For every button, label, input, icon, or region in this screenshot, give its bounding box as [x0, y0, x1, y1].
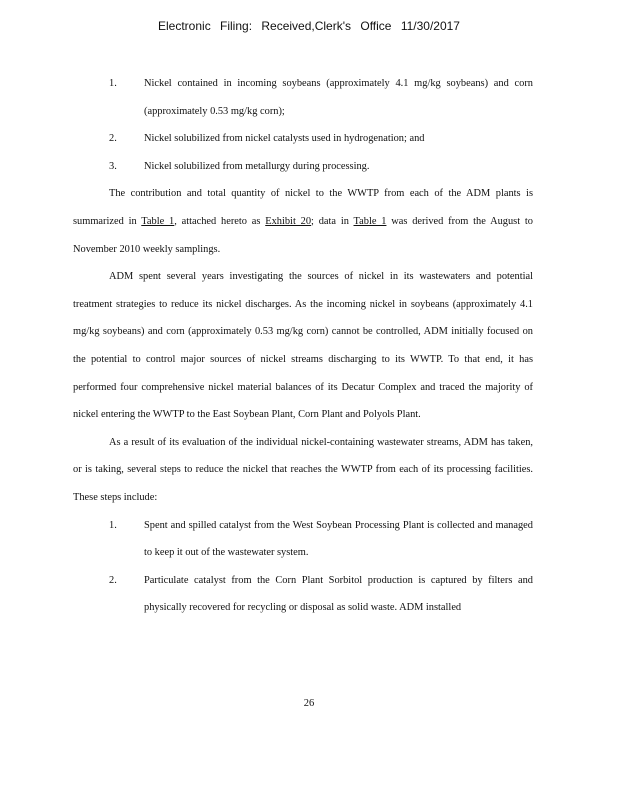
paragraph-investigation: ADM spent several years investigating the sources of nickel in its wastewaters and potential treatment strategies to reduce its nickel discharges. As the incoming nickel in soybeans (approximately 4.1 mg/kg soybeans) and corn (approximately 0.53 mg/kg corn) cannot be controlled, ADM initially focused on the potential to control major sources of nickel streams discharging to its WWTP. To that end, it has performed four comprehensive nickel material balances of its Decatur Complex and traced the majority of nickel entering the WWTP to the East Soybean Plant, Corn Plant and Polyols Plant.: [73, 271, 533, 421]
list-number: 1.: [109, 78, 117, 89]
list-item: [73, 70, 533, 125]
table-1-reference: Table 1: [141, 215, 175, 227]
document-body: [73, 70, 533, 622]
paragraph-contribution: [73, 180, 533, 263]
filing-header: Electronic Filing: Received,Clerk's Office 11/30/2017: [158, 19, 460, 33]
list-number: 2.: [109, 133, 117, 145]
list-text: Particulate catalyst from the Corn Plant Sorbitol production is captured by filters and physically recovered for recycling or disposal as solid waste. ADM installed: [144, 574, 533, 614]
list-item: [73, 153, 533, 181]
table-1-reference: Table 1: [353, 215, 387, 227]
list-number: 2.: [109, 574, 117, 586]
list-item: [73, 512, 533, 567]
list-text: Nickel contained in incoming soybeans (approximately 4.1 mg/kg soybeans) and corn (approximately 0.53 mg/kg corn);: [144, 78, 533, 117]
list-item: [73, 125, 533, 153]
list-text: Spent and spilled catalyst from the West Soybean Processing Plant is collected and managed to keep it out of the wastewater system.: [144, 519, 533, 559]
list-number: 1.: [109, 519, 117, 531]
paragraph-text: , attached hereto as: [174, 215, 266, 227]
list-item: [73, 567, 533, 622]
list-text: Nickel solubilized from nickel catalysts used in hydrogenation; and: [144, 133, 425, 145]
paragraph-text: ; data in: [311, 215, 354, 227]
list-text: Nickel solubilized from metallurgy during processing.: [144, 160, 370, 172]
paragraph-evaluation: As a result of its evaluation of the individual nickel-containing wastewater streams, ADM has taken, or is taking, several steps to reduce the nickel that reaches the WWTP from each of its processing facilities. These steps include:: [73, 436, 533, 503]
exhibit-20-reference: Exhibit 20: [265, 215, 312, 227]
paragraph-text: The contribution and total quantity of nickel to the WWTP from each of the ADM plants is summarized in: [73, 188, 533, 227]
page-number: 26: [303, 698, 315, 709]
paragraph-text: was derived from the August to November 2010 weekly samplings.: [73, 215, 533, 255]
list-number: 3.: [109, 160, 117, 172]
